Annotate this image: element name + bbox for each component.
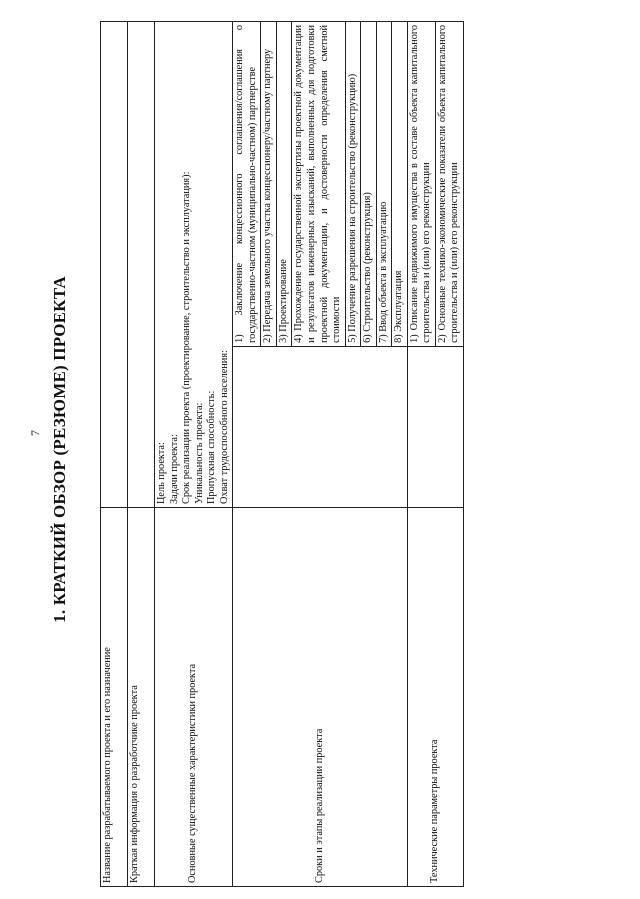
- developer-value: [128, 22, 155, 508]
- characteristics-line: Охват трудоспособного населения:: [218, 350, 230, 505]
- stage-item: 3) Проектирование: [276, 22, 292, 347]
- stage-item: 1) Заключение концессионного соглашения/соглашения о государственно-частном (муниципально-частном) партнерстве: [233, 22, 261, 347]
- technical-item: 2) Основные технико-экономические показатели объекта капитального строительства и (или) его реконструкции: [435, 22, 463, 347]
- project-name-label: Название разрабатываемого проекта и его назначение: [101, 508, 128, 887]
- characteristics-line: Пропускная способность:: [206, 390, 218, 505]
- stage-item: 5) Получение разрешения на строительство (реконструкцию): [345, 22, 361, 347]
- characteristics-line: Срок реализации проекта (проектирование, строительство и эксплуатация):: [181, 171, 193, 505]
- table-row: [101, 22, 128, 887]
- characteristics-value: [155, 22, 233, 508]
- page-number: 7: [28, 430, 42, 436]
- stage-item: 8) Эксплуатация: [392, 22, 408, 347]
- stages-label: Сроки и этапы реализации проекта: [233, 508, 408, 887]
- stages-mid: [233, 346, 408, 507]
- project-name-value: [101, 22, 128, 508]
- developer-label: Краткая информация о разработчике проекта: [128, 508, 155, 887]
- stage-item: 7) Ввод объекта в эксплуатацию: [376, 22, 392, 347]
- characteristics-label: Основные существенные характеристики проекта: [155, 508, 233, 887]
- technical-label: Технические параметры проекта: [407, 508, 463, 887]
- stage-item: 2) Передача земельного участка концессионеру/частному партнеру: [261, 22, 277, 347]
- resume-table: [100, 21, 464, 887]
- technical-item: 1) Описание недвижимого имущества в составе объекта капитального строительства и (или) его реконструкции: [407, 22, 435, 347]
- characteristics-line: Цель проекта:: [156, 442, 167, 505]
- technical-mid: [407, 346, 463, 507]
- stage-item: 6) Строительство (реконструкция): [361, 22, 377, 347]
- characteristics-line: Задачи проекта:: [168, 434, 180, 505]
- document-title: 1. КРАТКИЙ ОБЗОР (РЕЗЮМЕ) ПРОЕКТА: [50, 276, 69, 623]
- table-row: [407, 22, 435, 887]
- table-row: [155, 22, 233, 887]
- table-row: [233, 22, 261, 887]
- stage-item: 4) Прохождение государственной экспертизы проектной документации и результатов инженерных изысканий, выполненных для подготовки проектной документации, и достоверности определения сметной стоимости: [292, 22, 345, 347]
- table-row: [128, 22, 155, 887]
- characteristics-line: Уникальность проекта:: [193, 402, 205, 505]
